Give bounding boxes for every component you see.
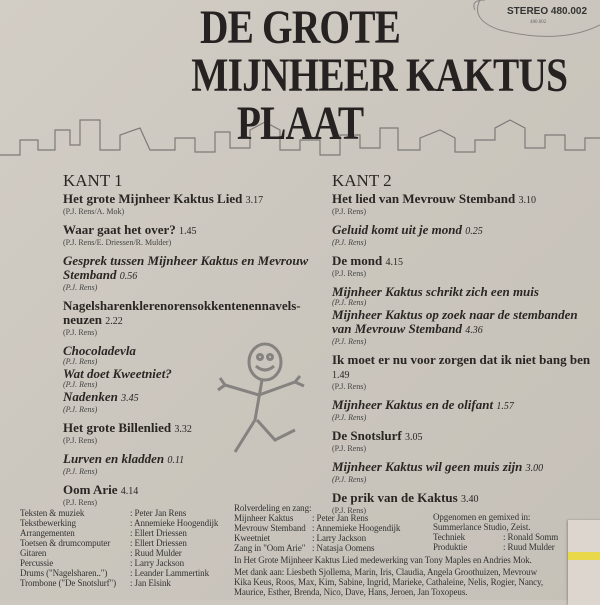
credit-role: Drums ("Nagelsharen..") [20, 568, 108, 578]
credit-role: Techniek [433, 532, 466, 542]
track-title [332, 223, 598, 239]
track-name: De Snotslurf [332, 428, 402, 443]
credit-role: Mevrouw Stemband [234, 523, 306, 533]
credit-name: : Ronald Somm [503, 532, 559, 542]
roles-heading: Rolverdeling en zang: [234, 503, 312, 513]
credit-role: Kweetniet [234, 533, 271, 543]
track-credit: (P.J. Rens) [332, 207, 367, 216]
credit-name: : Natasja Oomens [312, 543, 375, 553]
credit-role: Gitaren [20, 548, 47, 558]
track-credit: (P.J. Rens) [332, 269, 367, 278]
credit-row [234, 543, 400, 553]
credit-role: Toetsen & drumcomputer [20, 538, 111, 548]
track-name: Lurven en kladden [63, 451, 165, 466]
track-duration: 3.17 [245, 195, 264, 206]
track-credit: (P.J. Rens) [332, 444, 367, 453]
track-credit: (P.J. Rens) [332, 238, 367, 247]
track-credit: (P.J. Rens) [332, 337, 367, 346]
track-item [63, 192, 318, 216]
track-credit: (P.J. Rens) [63, 328, 98, 337]
credit-row [234, 523, 400, 533]
track-item [332, 254, 598, 278]
track-credit: (P.J. Rens) [63, 405, 98, 414]
side-2-tracklist [332, 172, 598, 522]
side-2-heading: KANT 2 [332, 171, 392, 190]
track-item [332, 429, 598, 453]
track-duration: 3.40 [460, 494, 479, 505]
track-name: De prik van de Kaktus [332, 490, 458, 505]
credit-row [20, 508, 218, 518]
track-duration: 1.45 [179, 226, 197, 237]
credit-row [20, 548, 218, 558]
credit-name: : Annemieke Hoogendijk [130, 518, 219, 528]
credit-name: : Ellert Driessen [130, 528, 187, 538]
track-title [332, 285, 598, 299]
credit-row [433, 532, 558, 542]
track-credit: (P.J. Rens) [332, 298, 367, 307]
track-duration: 1.49 [332, 370, 350, 381]
credits-note: In Het Grote Mijnheer Kaktus Lied medewerking van Tony Maples en Andries Mok. [234, 555, 532, 565]
credit-row [234, 513, 400, 523]
credit-row [20, 538, 218, 548]
track-credit: (P.J. Rens) [63, 498, 98, 507]
credit-role: Trombone ("De Snotslurf") [20, 578, 117, 588]
track-item [63, 299, 318, 337]
track-name: Het grote Mijnheer Kaktus Lied [63, 191, 243, 206]
title-line-3: PLAAT [236, 97, 364, 150]
track-duration: 4.15 [385, 257, 403, 268]
track-duration: 3.45 [121, 393, 139, 404]
track-name: De mond [332, 253, 383, 268]
track-title [332, 192, 598, 208]
track-duration: 0.11 [167, 455, 185, 466]
track-item [332, 192, 598, 216]
track-item [63, 223, 318, 247]
thanks-line: Kika Keus, Roos, Max, Kim, Sabine, Ingrid, Marieke, Cathaleine, Nelis, Rogier, Nancy, [234, 577, 543, 587]
track-name: Ik moet er nu voor zorgen dat ik niet bang ben [332, 352, 591, 367]
track-title [332, 398, 598, 414]
track-name: Nadenken [63, 389, 118, 404]
track-name: Oom Arie [63, 482, 118, 497]
track-duration: 1.57 [496, 401, 514, 412]
track-title [63, 192, 318, 208]
side-1-heading: KANT 1 [63, 171, 123, 190]
track-duration: 3.05 [404, 432, 423, 443]
track-name: Mijnheer Kaktus wil geen muis zijn [332, 459, 523, 474]
track-credit: (P.J. Rens) [63, 380, 98, 389]
title-line-1: DE GROTE [199, 1, 401, 54]
track-credit: (P.J. Rens) [332, 506, 367, 515]
track-name: Wat doet Kweetniet? [63, 366, 172, 381]
credit-row [20, 578, 218, 588]
track-name: Het lied van Mevrouw Stemband [332, 191, 516, 206]
credit-role: Mijnheer Kaktus [234, 513, 294, 523]
credit-row [20, 568, 218, 578]
track-item [332, 223, 598, 247]
track-name: Mijnheer Kaktus schrikt zich een muis [332, 284, 539, 299]
track-name: Waar gaat het over? [63, 222, 176, 237]
title-line-2: MIJNHEER KAKTUS [191, 49, 568, 102]
track-title [332, 429, 598, 445]
credit-row [20, 528, 218, 538]
track-duration: 2.22 [105, 316, 123, 327]
track-name: Gesprek tussen Mijnheer Kaktus en Mevrouw Stemband [63, 253, 309, 282]
credit-role: Teksten & muziek [20, 508, 85, 518]
credits-roles [234, 503, 400, 553]
track-duration: 3.32 [174, 424, 192, 435]
credit-name: : Larry Jackson [130, 558, 184, 568]
track-name: Mijnheer Kaktus op zoek naar de stembanden van Mevrouw Stemband [332, 307, 578, 336]
track-title [332, 308, 598, 338]
track-duration: 3.10 [518, 195, 536, 206]
studio-line-1: Opgenomen en gemixed in: [433, 512, 531, 522]
credit-name: : Ellert Driessen [130, 538, 187, 548]
track-credit: (P.J. Rens/E. Driessen/R. Mulder) [63, 238, 172, 247]
thanks-line: Maurice, Esther, Brenda, Nico, Dave, Hans, Jeroen, Jan Toxopeus. [234, 587, 468, 597]
credit-row [20, 518, 218, 528]
credit-role: Tekstbewerking [20, 518, 76, 528]
credit-name: : Jan Elsink [130, 578, 171, 588]
credit-role: Zang in "Oom Arie" [234, 543, 306, 553]
track-title [63, 254, 318, 284]
credit-name: : Annemieke Hoogendijk [312, 523, 401, 533]
credit-role: Produktie [433, 542, 468, 552]
track-item [332, 353, 598, 391]
credits-thanks [234, 567, 543, 597]
catalog-number: STEREO 480.002 [507, 6, 588, 17]
credit-name: : Larry Jackson [312, 533, 366, 543]
track-credit: (P.J. Rens) [332, 475, 367, 484]
credit-name: : Peter Jan Rens [130, 508, 187, 518]
track-name: Het grote Billenlied [63, 420, 172, 435]
credit-row [234, 533, 400, 543]
catalog-sub: 480.002 [530, 20, 547, 25]
track-credit: (P.J. Rens) [63, 436, 98, 445]
track-credit: (P.J. Rens) [332, 413, 367, 422]
studio-line-2: Summerlance Studio, Zeist. [433, 522, 531, 532]
track-credit: (P.J. Rens) [63, 283, 98, 292]
track-duration: 0.56 [119, 271, 138, 282]
track-item [332, 285, 598, 307]
credit-role: Percussie [20, 558, 54, 568]
credits-studio [433, 512, 558, 552]
track-title [332, 254, 598, 270]
track-item [332, 460, 598, 484]
credit-name: : Leander Lammertink [130, 568, 209, 578]
track-duration: 0.25 [465, 226, 483, 237]
credit-row [433, 542, 558, 552]
credit-name: : Ruud Mulder [503, 542, 555, 552]
track-credit: (P.J. Rens) [63, 357, 98, 366]
track-name: Chocoladevla [63, 343, 136, 358]
credit-role: Arrangementen [20, 528, 75, 538]
thanks-line: Met dank aan: Liesbeth Sjollema, Marin, Iris, Claudia, Angela Groothuizen, Mevrouw [234, 567, 537, 577]
track-credit: (P.J. Rens) [63, 467, 98, 476]
track-duration: 3.00 [525, 463, 544, 474]
track-credit: (P.J. Rens/A. Mok) [63, 207, 125, 216]
credit-name: : Ruud Mulder [130, 548, 182, 558]
price-sticker [568, 520, 600, 605]
credit-name: : Peter Jan Rens [312, 513, 369, 523]
track-title [63, 299, 318, 329]
track-duration: 4.14 [120, 486, 139, 497]
track-item [332, 398, 598, 422]
track-name: Nagelsharenklerenorensokkentenennavels-neuzen [63, 298, 301, 327]
track-title [332, 460, 598, 476]
track-item [332, 308, 598, 346]
track-duration: 4.36 [465, 325, 483, 336]
track-name: Geluid komt uit je mond [332, 222, 463, 237]
credits-musicians [20, 508, 218, 588]
track-title [332, 353, 598, 383]
track-item [63, 254, 318, 292]
track-credit: (P.J. Rens) [332, 382, 367, 391]
track-title [63, 483, 318, 499]
track-name: Mijnheer Kaktus en de olifant [332, 397, 494, 412]
track-title [63, 223, 318, 239]
credit-row [20, 558, 218, 568]
stick-figure-drawing [210, 340, 310, 465]
